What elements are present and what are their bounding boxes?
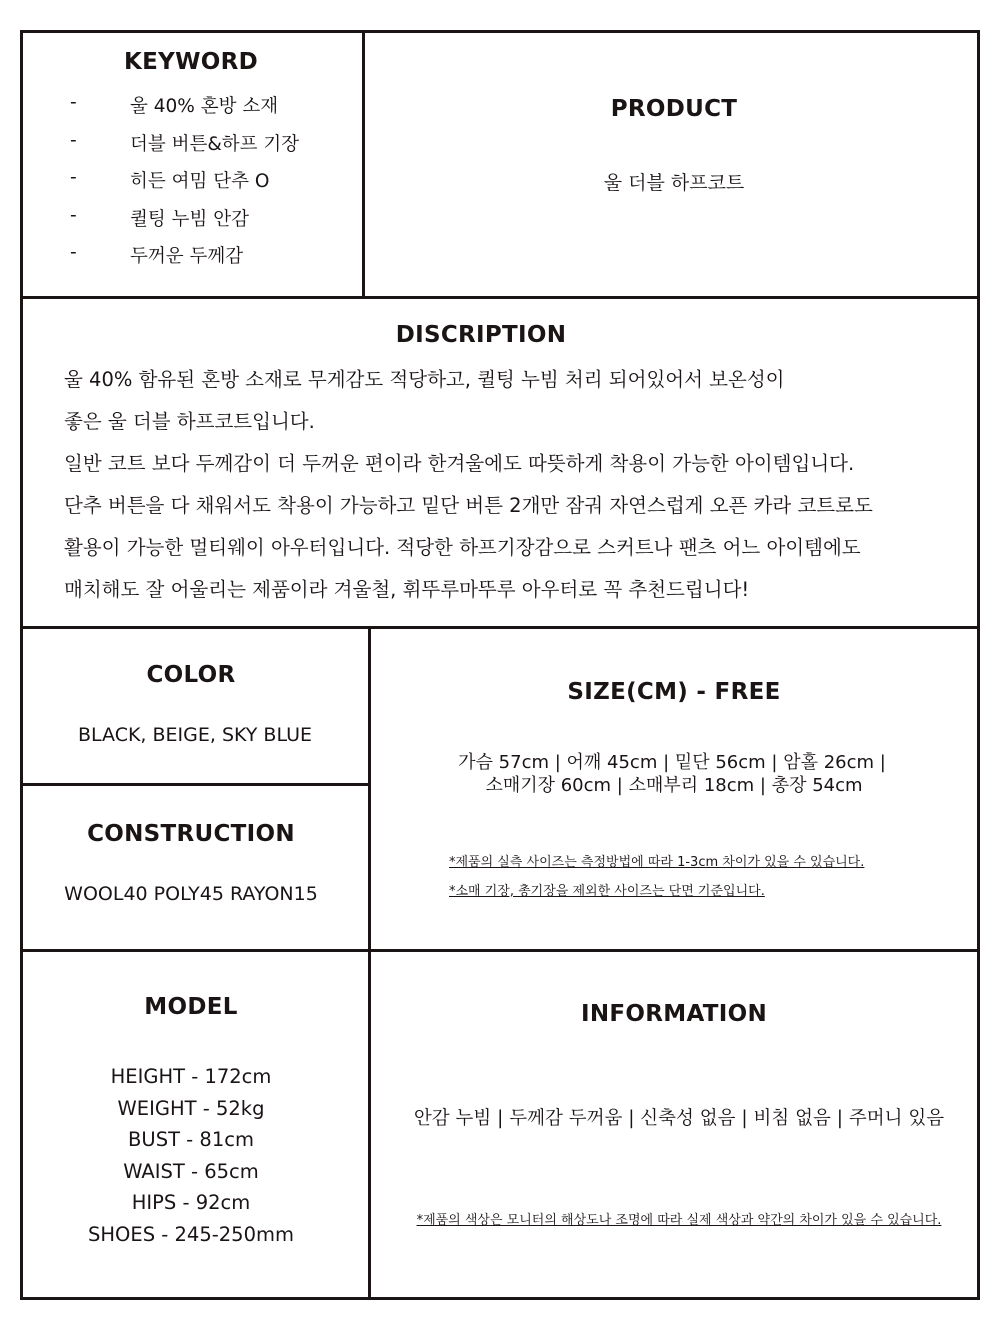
information-note: *제품의 색상은 모니터의 해상도나 조명에 따라 실제 색상과 약간의 차이가 있을 수 있습니다. <box>416 1213 942 1228</box>
model-hips: HIPS - 92cm <box>131 1191 251 1215</box>
description-line: 좋은 울 더블 하프코트입니다. <box>64 410 315 433</box>
keyword-item <box>50 242 299 280</box>
keyword-dash: - <box>70 92 77 113</box>
size-title: SIZE(CM) - FREE <box>567 679 781 705</box>
size-measurements-line1: 가슴 57cm | 어깨 45cm | 밑단 56cm | 암홀 26cm | <box>458 752 886 773</box>
description-line: 매치해도 잘 어울리는 제품이라 겨울철, 휘뚜루마뚜루 아우터로 꼭 추천드립니다! <box>64 578 750 601</box>
construction-title: CONSTRUCTION <box>87 821 295 847</box>
divider-description <box>20 626 980 629</box>
keyword-dash: - <box>70 242 77 263</box>
keyword-text: 더블 버튼&하프 기장 <box>130 133 300 155</box>
divider-mid-columns <box>368 626 371 1300</box>
model-weight: WEIGHT - 52kg <box>117 1096 265 1120</box>
description-body <box>64 362 964 614</box>
divider-model-row <box>20 949 980 952</box>
description-line: 단추 버튼을 다 채워서도 착용이 가능하고 밑단 버튼 2개만 잠궈 자연스럽게 오픈 카라 코트로도 <box>64 494 873 517</box>
model-shoes: SHOES - 245-250mm <box>88 1222 294 1246</box>
keyword-dash: - <box>70 167 77 188</box>
keyword-item <box>50 205 299 243</box>
model-waist: WAIST - 65cm <box>123 1159 259 1183</box>
keyword-item <box>50 167 299 205</box>
construction-value: WOOL40 POLY45 RAYON15 <box>64 883 318 905</box>
keyword-text: 히든 여밈 단추 O <box>130 171 270 192</box>
divider-keyword-product <box>362 30 365 298</box>
information-text: 안감 누빔 | 두께감 두꺼움 | 신축성 없음 | 비침 없음 | 주머니 있음 <box>413 1108 945 1129</box>
description-line: 일반 코트 보다 두께감이 더 두꺼운 편이라 한겨울에도 따뜻하게 착용이 가능한 아이템입니다. <box>64 452 855 475</box>
keyword-dash: - <box>70 129 77 151</box>
keyword-title: KEYWORD <box>123 49 259 75</box>
product-name: 울 더블 하프코트 <box>603 172 745 194</box>
model-bust: BUST - 81cm <box>128 1128 254 1152</box>
keyword-text: 퀼팅 누빔 안감 <box>130 208 249 230</box>
model-title: MODEL <box>144 994 238 1020</box>
color-value: BLACK, BEIGE, SKY BLUE <box>77 724 313 746</box>
keyword-dash: - <box>70 204 77 226</box>
divider-color-construction <box>20 783 370 786</box>
size-measurements-line2: 소매기장 60cm | 소매부리 18cm | 총장 54cm <box>485 775 863 796</box>
keyword-text: 두꺼운 두께감 <box>130 246 244 267</box>
color-title: COLOR <box>146 662 236 688</box>
keyword-item <box>50 92 299 130</box>
keyword-list <box>50 92 299 280</box>
description-line: 울 40% 함유된 혼방 소재로 무게감도 적당하고, 퀼팅 누빔 처리 되어있어서 보온성이 <box>64 368 785 391</box>
model-height: HEIGHT - 172cm <box>110 1065 272 1088</box>
information-title: INFORMATION <box>580 1001 768 1027</box>
size-note-basis: *소매 기장, 총기장을 제외한 사이즈는 단면 기준입니다. <box>449 884 765 899</box>
keyword-item <box>50 130 299 168</box>
model-stats <box>88 1061 294 1251</box>
description-title: DISCRIPTION <box>395 322 567 348</box>
product-title: PRODUCT <box>610 96 738 122</box>
divider-top-row <box>20 296 980 299</box>
keyword-text: 울 40% 혼방 소재 <box>130 96 279 117</box>
description-line: 활용이 가능한 멀티웨이 아우터입니다. 적당한 하프기장감으로 스커트나 팬츠 어느 아이템에도 <box>64 536 861 559</box>
size-note-measurement: *제품의 실측 사이즈는 측정방법에 따라 1-3cm 차이가 있을 수 있습니다. <box>449 855 865 870</box>
